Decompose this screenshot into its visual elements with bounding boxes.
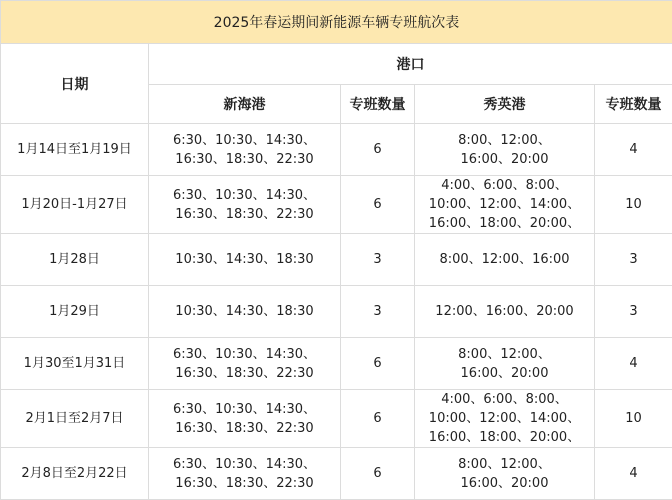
port1-times-cell: 10:30、14:30、18:30	[149, 286, 341, 338]
port-group-header: 港口	[149, 44, 672, 85]
date-cell: 1月14日至1月19日	[1, 124, 149, 176]
port2-count-cell: 4	[595, 448, 672, 500]
port1-times-cell: 6:30、10:30、14:30、 16:30、18:30、22:30	[149, 338, 341, 390]
port1-count-cell: 3	[341, 286, 415, 338]
date-cell: 1月20日-1月27日	[1, 176, 149, 234]
port1-count-cell: 6	[341, 390, 415, 448]
port2-times-cell: 4:00、6:00、8:00、 10:00、12:00、14:00、 16:00、18:00、20:00、	[415, 390, 595, 448]
port1-times-cell: 6:30、10:30、14:30、 16:30、18:30、22:30	[149, 124, 341, 176]
port2-header: 秀英港	[415, 85, 595, 124]
port2-count-cell: 10	[595, 176, 672, 234]
date-column-header: 日期	[1, 44, 149, 124]
date-cell: 1月30至1月31日	[1, 338, 149, 390]
port2-count-cell: 3	[595, 286, 672, 338]
port2-count-cell: 4	[595, 124, 672, 176]
table-row	[1, 124, 672, 176]
port1-count-header: 专班数量	[341, 85, 415, 124]
table-row	[1, 234, 672, 286]
port2-count-cell: 10	[595, 390, 672, 448]
port1-count-cell: 3	[341, 234, 415, 286]
port2-count-header: 专班数量	[595, 85, 672, 124]
table-row	[1, 338, 672, 390]
port2-times-cell: 8:00、12:00、 16:00、20:00	[415, 338, 595, 390]
port1-times-cell: 10:30、14:30、18:30	[149, 234, 341, 286]
date-cell: 2月1日至2月7日	[1, 390, 149, 448]
port2-times-cell: 12:00、16:00、20:00	[415, 286, 595, 338]
port1-header: 新海港	[149, 85, 341, 124]
port2-count-cell: 3	[595, 234, 672, 286]
port2-times-cell: 8:00、12:00、 16:00、20:00	[415, 448, 595, 500]
date-cell: 1月29日	[1, 286, 149, 338]
table-title: 2025年春运期间新能源车辆专班航次表	[1, 1, 672, 44]
table-row	[1, 286, 672, 338]
port2-times-cell: 8:00、12:00、16:00	[415, 234, 595, 286]
date-cell: 2月8日至2月22日	[1, 448, 149, 500]
port1-times-cell: 6:30、10:30、14:30、 16:30、18:30、22:30	[149, 448, 341, 500]
table-row	[1, 390, 672, 448]
table-row	[1, 448, 672, 500]
port2-times-cell: 4:00、6:00、8:00、 10:00、12:00、14:00、 16:00、18:00、20:00、	[415, 176, 595, 234]
port2-count-cell: 4	[595, 338, 672, 390]
port1-count-cell: 6	[341, 176, 415, 234]
port1-times-cell: 6:30、10:30、14:30、 16:30、18:30、22:30	[149, 390, 341, 448]
table-row	[1, 176, 672, 234]
date-cell: 1月28日	[1, 234, 149, 286]
port1-count-cell: 6	[341, 124, 415, 176]
port1-count-cell: 6	[341, 338, 415, 390]
port1-times-cell: 6:30、10:30、14:30、 16:30、18:30、22:30	[149, 176, 341, 234]
port2-times-cell: 8:00、12:00、 16:00、20:00	[415, 124, 595, 176]
port1-count-cell: 6	[341, 448, 415, 500]
